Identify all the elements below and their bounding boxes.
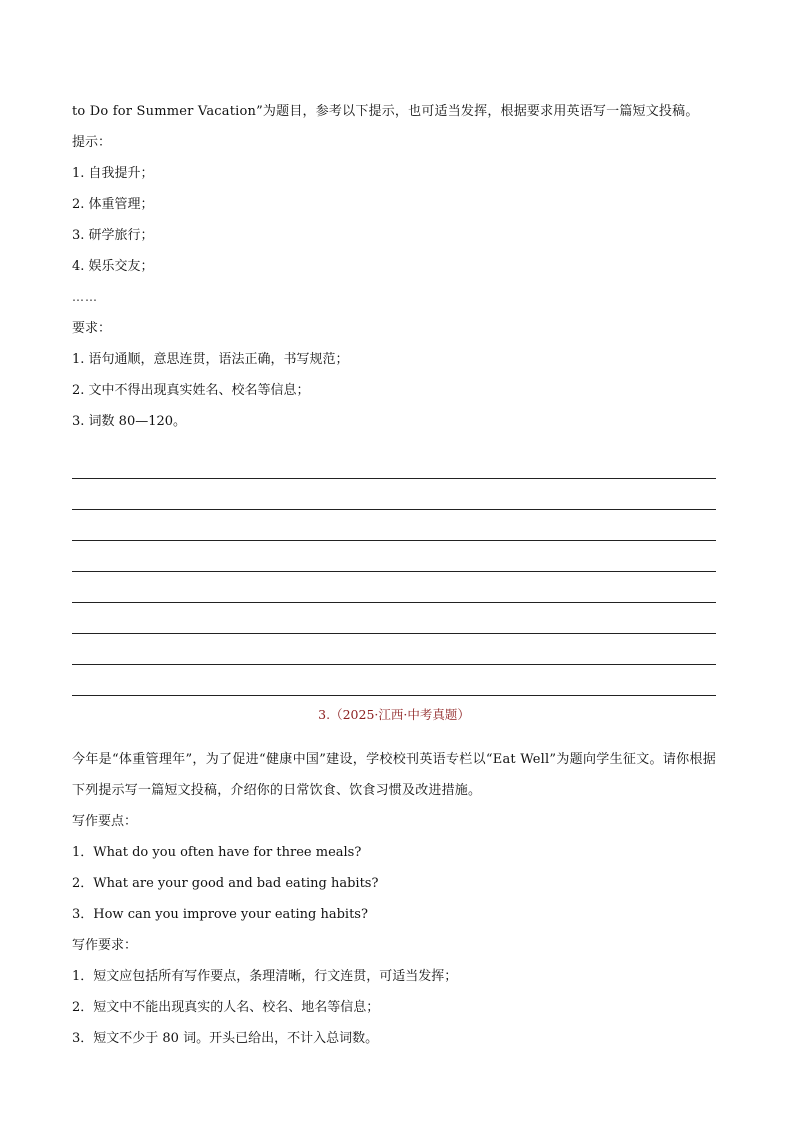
- task3-requirement-item: 1．短文应包括所有写作要点，条理清晰，行文连贯，可适当发挥；: [72, 968, 458, 984]
- answer-line[interactable]: [72, 479, 716, 510]
- task2-requirement-item: 3. 词数 80—120。: [72, 414, 187, 429]
- task2-hint-item: 3. 研学旅行；: [72, 228, 154, 243]
- answer-line[interactable]: [72, 510, 716, 541]
- task3-point-item: 2．What are your good and bad eating habits?: [72, 875, 379, 891]
- task2-requirement-item: 1. 语句通顺，意思连贯，语法正确，书写规范；: [72, 352, 349, 367]
- task3-points-label: 写作要点：: [72, 813, 138, 829]
- task2-hint-item: 4. 娱乐交友；: [72, 259, 154, 274]
- task3-point-item: 3．How can you improve your eating habits?: [72, 906, 368, 922]
- task2-intro: to Do for Summer Vacation”为题目，参考以下提示，也可适当发挥，根据要求用英语写一篇短文投稿。: [72, 104, 699, 119]
- answer-line[interactable]: [72, 572, 716, 603]
- task2-hint-item: 1. 自我提升；: [72, 166, 154, 181]
- task2-requirement-item: 2. 文中不得出现真实姓名、校名等信息；: [72, 383, 310, 398]
- answer-line[interactable]: [72, 634, 716, 665]
- task3-intro: 今年是“体重管理年”，为了促进“健康中国”建设，学校校刊英语专栏以“Eat Well”为题向学生征文。请你根据下列提示写一篇短文投稿，介绍你的日常饮食、饮食习惯及改进措施。: [72, 751, 716, 798]
- task2-hint-label: 提示：: [72, 135, 112, 150]
- task3-requirement-item: 3．短文不少于 80 词。开头已给出，不计入总词数。: [72, 1030, 379, 1046]
- task2-ellipsis: ……: [72, 290, 98, 304]
- answer-line[interactable]: [72, 541, 716, 572]
- answer-line[interactable]: [72, 665, 716, 696]
- answer-line[interactable]: [72, 603, 716, 634]
- task2-requirements-label: 要求：: [72, 321, 112, 336]
- task3-title: 3.（2025·江西·中考真题）: [318, 707, 470, 722]
- task2-hint-item: 2. 体重管理；: [72, 197, 154, 212]
- answer-line[interactable]: [72, 448, 716, 479]
- task3-point-item: 1．What do you often have for three meals?: [72, 844, 362, 860]
- task3-requirement-item: 2．短文中不能出现真实的人名、校名、地名等信息；: [72, 999, 380, 1015]
- answer-lines: [72, 448, 716, 696]
- document-page: [72, 96, 716, 1054]
- task3-requirements-label: 写作要求：: [72, 937, 138, 953]
